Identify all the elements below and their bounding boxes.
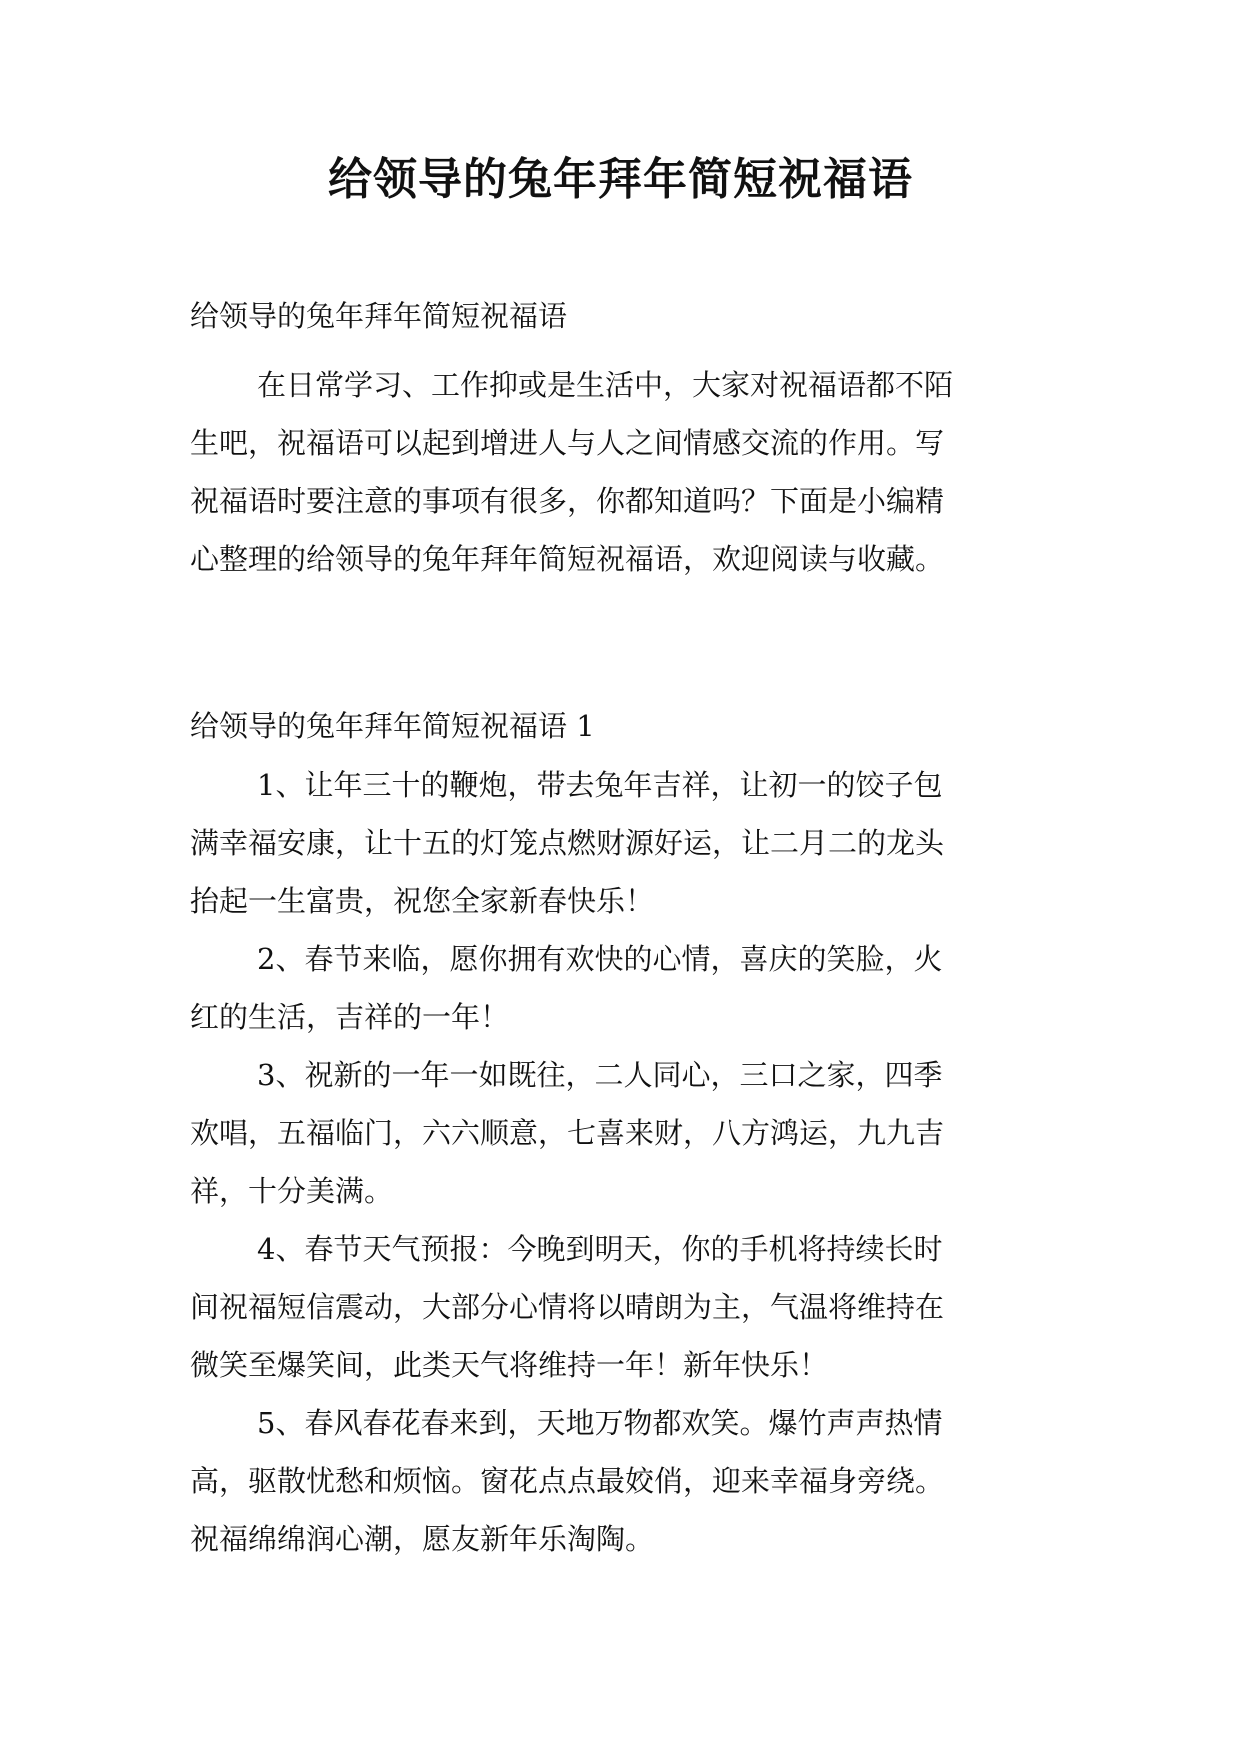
greeting-line: 2、春节来临，愿你拥有欢快的心情，喜庆的笑脸，火 [257,942,943,976]
intro-line: 祝福语时要注意的事项有很多，你都知道吗？下面是小编精 [190,484,945,518]
greeting-item-1 [190,756,1070,930]
section-heading: 给领导的兔年拜年简短祝福语 1 [190,709,595,743]
greeting-line: 红的生活，吉祥的一年！ [190,1000,510,1034]
greeting-line: 微笑至爆笑间，此类天气将维持一年！新年快乐！ [190,1348,829,1382]
greeting-item-2 [190,930,1070,1046]
greeting-item-3 [190,1046,1070,1220]
greeting-line: 高，驱散忧愁和烦恼。窗花点点最姣俏，迎来幸福身旁绕。 [190,1464,945,1498]
greeting-line: 1、让年三十的鞭炮，带去兔年吉祥，让初一的饺子包 [257,768,943,802]
greeting-line: 满幸福安康，让十五的灯笼点燃财源好运，让二月二的龙头 [190,826,945,860]
greetings-list [190,756,1070,1568]
greeting-line: 3、祝新的一年一如既往，二人同心，三口之家，四季 [257,1058,943,1092]
greeting-item-4 [190,1220,1070,1394]
document-title: 给领导的兔年拜年简短祝福语 [328,154,913,205]
greeting-line: 祥，十分美满。 [190,1174,394,1208]
intro-line: 心整理的给领导的兔年拜年简短祝福语，欢迎阅读与收藏。 [190,542,945,576]
greeting-line: 抬起一生富贵，祝您全家新春快乐！ [190,884,655,918]
greeting-line: 4、春节天气预报：今晚到明天，你的手机将持续长时 [257,1232,943,1266]
greeting-item-5 [190,1394,1070,1568]
greeting-line: 欢唱，五福临门，六六顺意，七喜来财，八方鸿运，九九吉 [190,1116,945,1150]
intro-line: 在日常学习、工作抑或是生活中，大家对祝福语都不陌 [257,368,954,402]
greeting-line: 间祝福短信震动，大部分心情将以晴朗为主，气温将维持在 [190,1290,945,1324]
greeting-line: 祝福绵绵润心潮，愿友新年乐淘陶。 [190,1522,655,1556]
document-subtitle: 给领导的兔年拜年简短祝福语 [190,299,568,333]
intro-paragraph [190,356,1070,588]
greeting-line: 5、春风春花春来到，天地万物都欢笑。爆竹声声热情 [257,1406,943,1440]
intro-line: 生吧，祝福语可以起到增进人与人之间情感交流的作用。写 [190,426,945,460]
